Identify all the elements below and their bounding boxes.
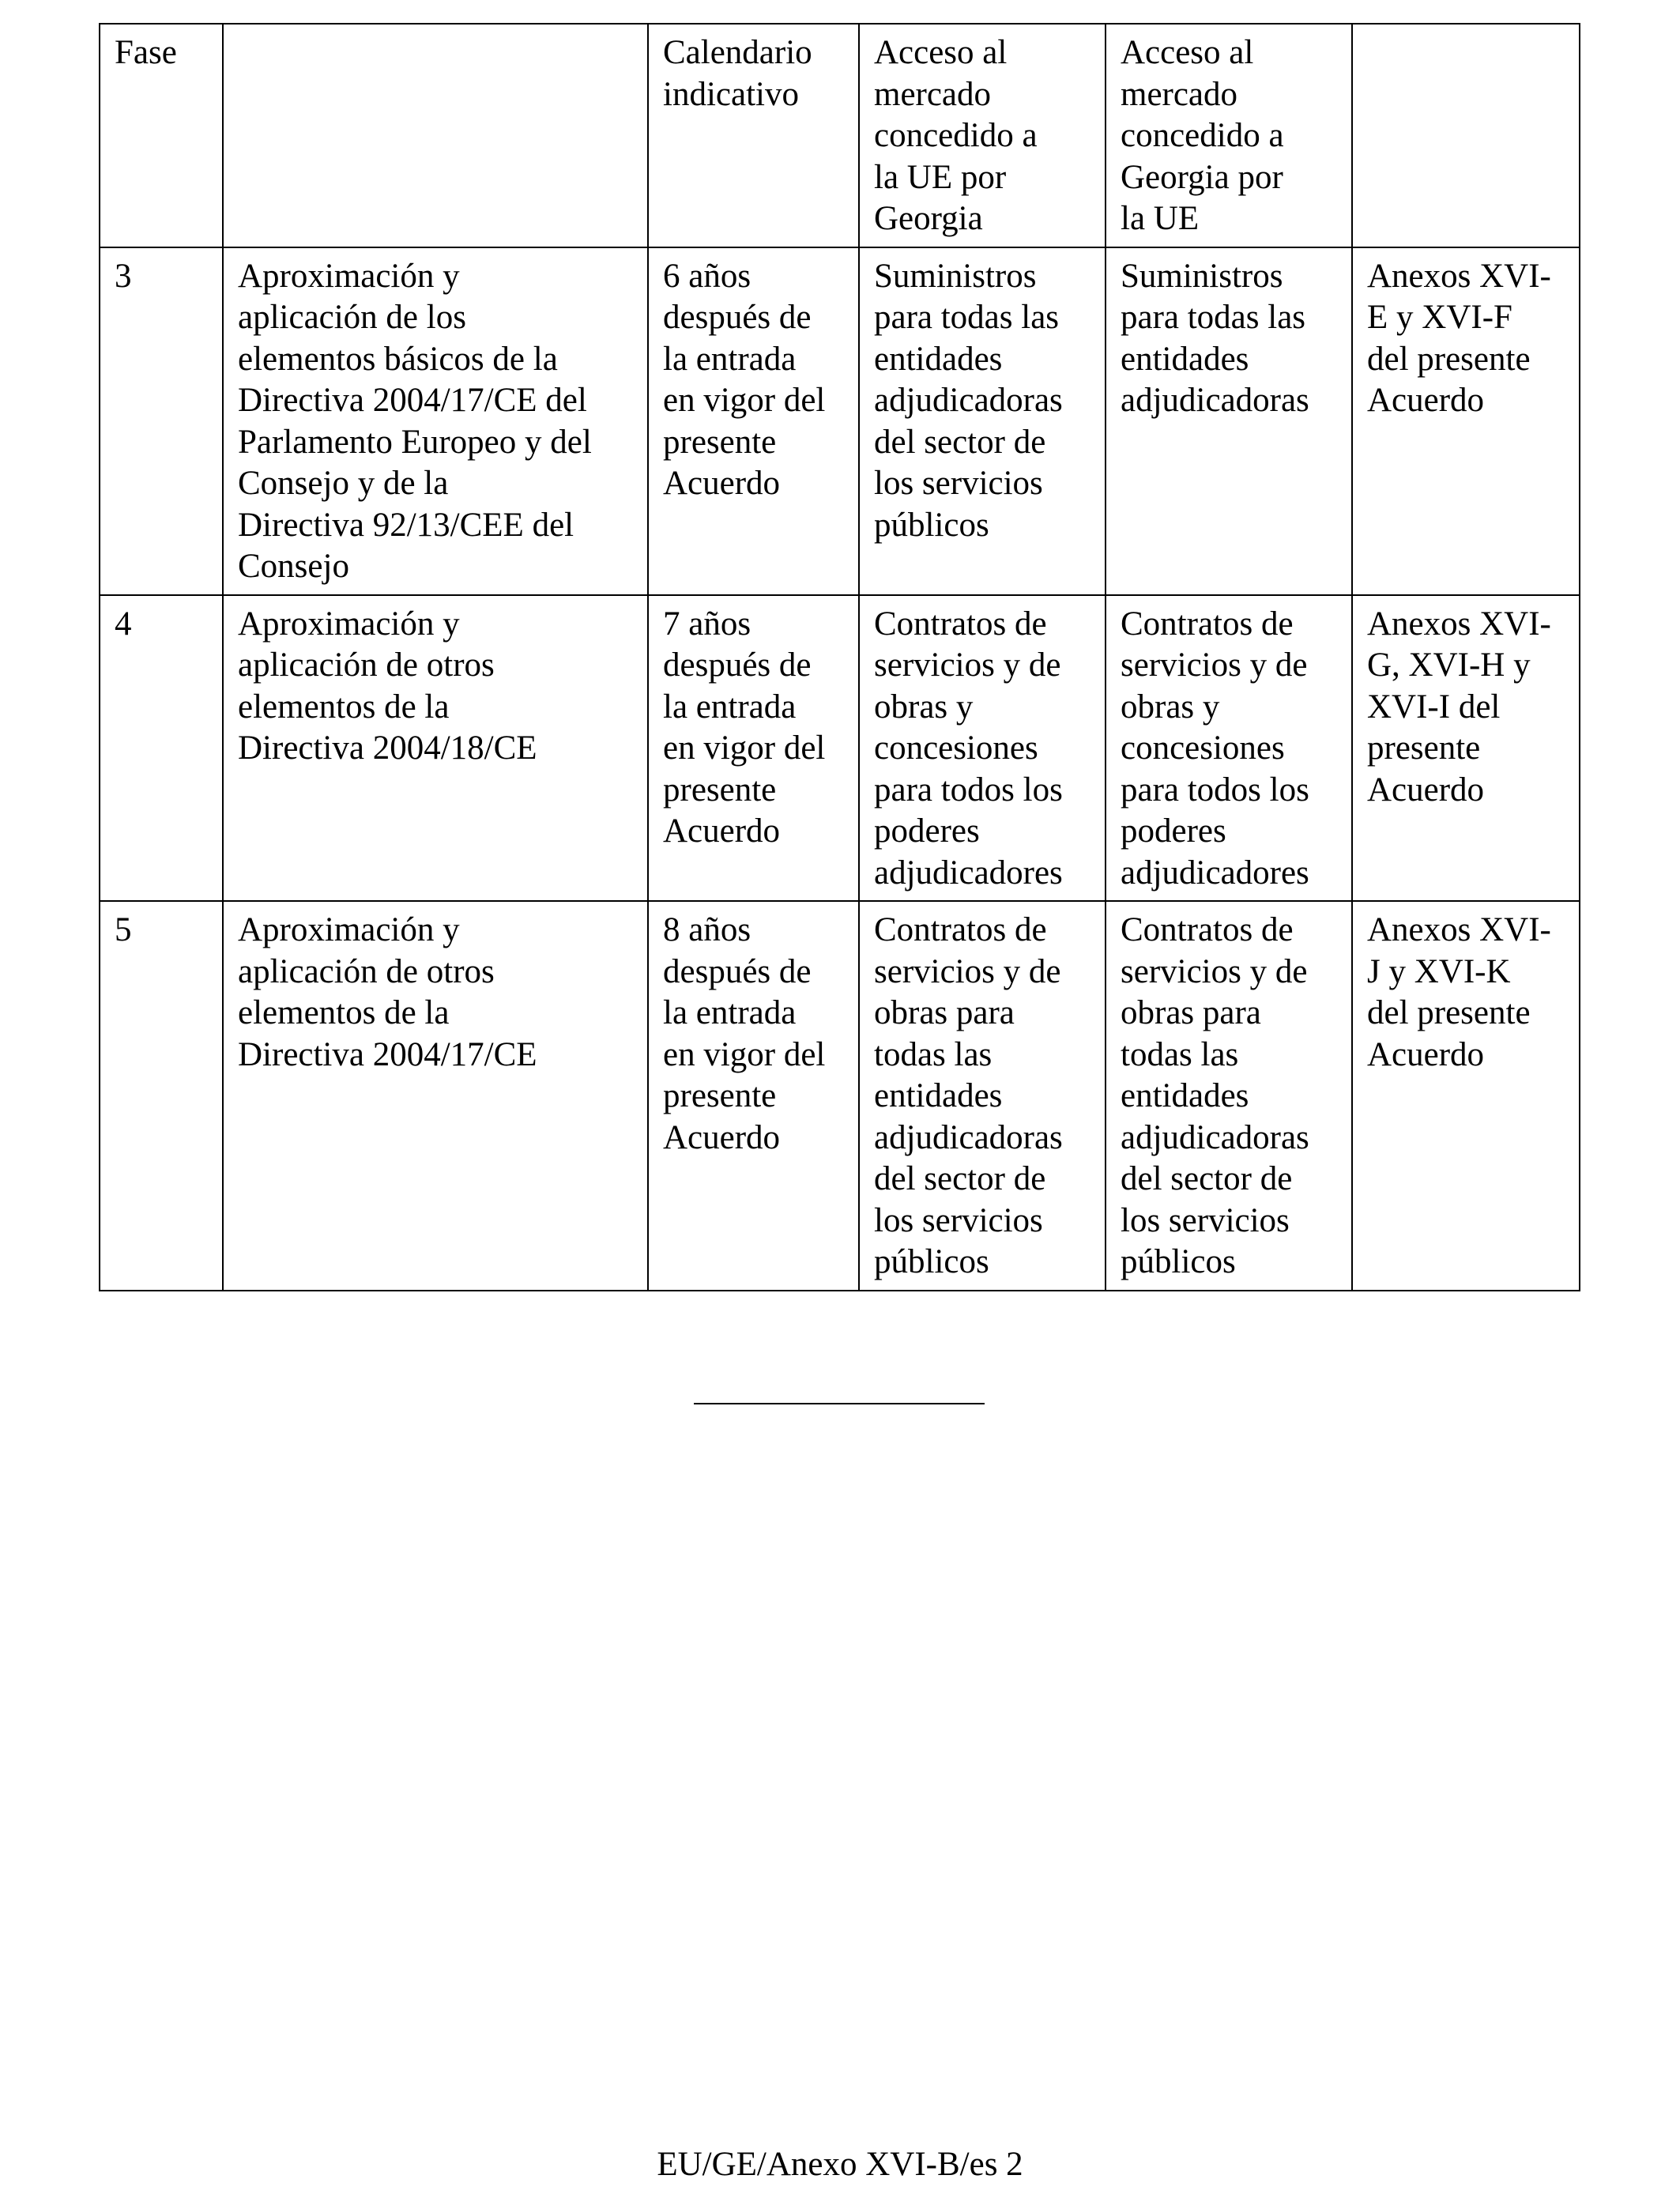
cell-fase: 3 (100, 247, 223, 595)
cell-anexos: Anexos XVI- G, XVI-H y XVI-I del presente Acuerdo (1352, 595, 1580, 902)
cell-descripcion: Aproximación y aplicación de los elementos básicos de la Directiva 2004/17/CE del Parlamento Europeo y del Consejo y de la Directiva 92/13/CEE del Consejo (223, 247, 648, 595)
header-acceso-ue: Acceso al mercado concedido a la UE por Georgia (859, 24, 1106, 247)
header-fase: Fase (100, 24, 223, 247)
end-separator-line (694, 1403, 985, 1404)
cell-anexos: Anexos XVI- E y XVI-F del presente Acuerdo (1352, 247, 1580, 595)
cell-fase: 4 (100, 595, 223, 902)
cell-acceso-georgia: Suministros para todas las entidades adjudicadoras (1106, 247, 1352, 595)
cell-calendario: 8 años después de la entrada en vigor del presente Acuerdo (648, 901, 859, 1291)
header-acceso-georgia: Acceso al mercado concedido a Georgia por la UE (1106, 24, 1352, 247)
cell-acceso-ue: Contratos de servicios y de obras para todas las entidades adjudicadoras del sector de los servicios públicos (859, 901, 1106, 1291)
cell-calendario: 6 años después de la entrada en vigor del presente Acuerdo (648, 247, 859, 595)
table-row (100, 901, 1580, 1291)
table-header-row (100, 24, 1580, 247)
cell-acceso-georgia: Contratos de servicios y de obras y concesiones para todos los poderes adjudicadores (1106, 595, 1352, 902)
page-footer: EU/GE/Anexo XVI-B/es 2 (657, 2146, 1023, 2183)
cell-acceso-georgia: Contratos de servicios y de obras para todas las entidades adjudicadoras del sector de los servicios públicos (1106, 901, 1352, 1291)
header-calendario: Calendario indicativo (648, 24, 859, 247)
header-descripcion (223, 24, 648, 247)
cell-descripcion: Aproximación y aplicación de otros elementos de la Directiva 2004/18/CE (223, 595, 648, 902)
cell-fase: 5 (100, 901, 223, 1291)
table-row (100, 595, 1580, 902)
header-anexos (1352, 24, 1580, 247)
table-row (100, 247, 1580, 595)
cell-acceso-ue: Suministros para todas las entidades adjudicadoras del sector de los servicios públicos (859, 247, 1106, 595)
cell-calendario: 7 años después de la entrada en vigor del presente Acuerdo (648, 595, 859, 902)
cell-acceso-ue: Contratos de servicios y de obras y concesiones para todos los poderes adjudicadores (859, 595, 1106, 902)
cell-descripcion: Aproximación y aplicación de otros elementos de la Directiva 2004/17/CE (223, 901, 648, 1291)
procurement-phases-table (99, 23, 1580, 1291)
cell-anexos: Anexos XVI- J y XVI-K del presente Acuerdo (1352, 901, 1580, 1291)
